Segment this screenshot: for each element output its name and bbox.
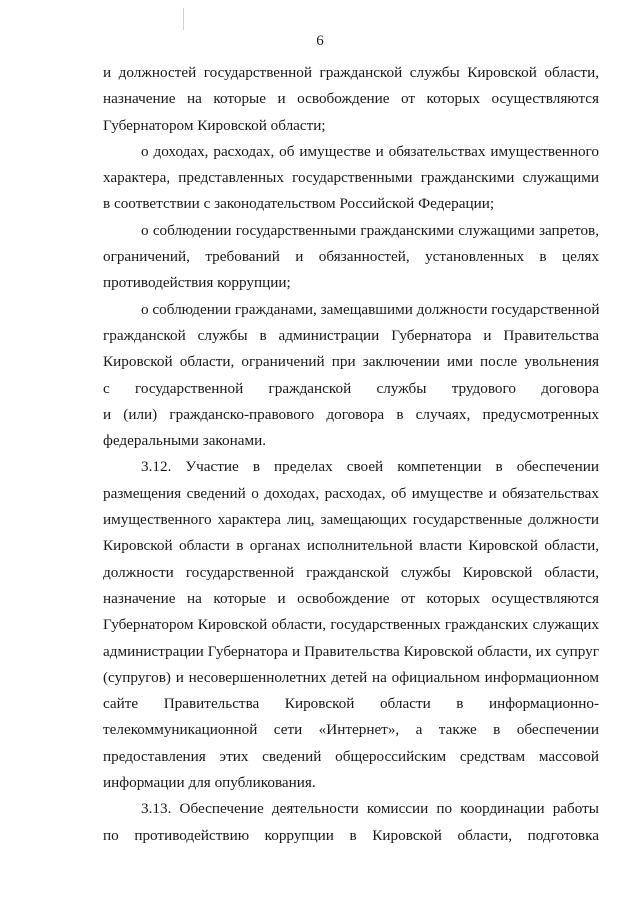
text-line: Кировской области в органах исполнительной власти Кировской области, bbox=[103, 537, 599, 555]
text-line: о доходах, расходах, об имуществе и обязательствах имущественного bbox=[141, 142, 599, 160]
document-body bbox=[103, 60, 599, 849]
text-line: должности государственной гражданской службы Кировской области, bbox=[103, 563, 599, 581]
text-line: Губернатором Кировской области; bbox=[103, 116, 326, 134]
text-line: характера, представленных государственными гражданскими служащими bbox=[103, 169, 599, 187]
text-line: 3.12. Участие в пределах своей компетенции в обеспечении bbox=[141, 458, 599, 476]
text-line: (супругов) и несовершеннолетних детей на официальном информационном bbox=[103, 668, 599, 686]
text-line: о соблюдении государственными гражданскими служащими запретов, bbox=[141, 221, 599, 239]
text-line: по противодействию коррупции в Кировской области, подготовка bbox=[103, 826, 599, 844]
text-line: назначение на которые и освобождение от которых осуществляются bbox=[103, 589, 599, 607]
text-line: с государственной гражданской службы трудового договора bbox=[103, 379, 599, 397]
text-line: федеральными законами. bbox=[103, 432, 267, 450]
text-line: назначение на которые и освобождение от которых осуществляются bbox=[103, 90, 599, 108]
text-line: о соблюдении гражданами, замещавшими должности государственной bbox=[141, 300, 599, 318]
text-line: сайте Правительства Кировской области в информационно- bbox=[103, 695, 599, 713]
text-line: 3.13. Обеспечение деятельности комиссии по координации работы bbox=[141, 800, 599, 818]
text-line: Кировской области, ограничений при заключении ими после увольнения bbox=[103, 353, 599, 371]
text-line: информации для опубликования. bbox=[103, 774, 316, 792]
text-line: противодействия коррупции; bbox=[103, 274, 291, 292]
text-line: администрации Губернатора и Правительства Кировской области, их супруг bbox=[103, 642, 599, 660]
text-line: Губернатором Кировской области, государственных гражданских служащих bbox=[103, 616, 599, 634]
scan-artifact-line bbox=[183, 8, 184, 30]
text-line: и (или) гражданско-правового договора в случаях, предусмотренных bbox=[103, 405, 599, 423]
text-line: предоставления этих сведений общероссийским средствам массовой bbox=[103, 747, 599, 765]
text-line: и должностей государственной гражданской службы Кировской области, bbox=[103, 64, 599, 81]
page-number: 6 bbox=[316, 33, 324, 49]
text-line: в соответствии с законодательством Российской Федерации; bbox=[103, 195, 495, 213]
text-line: имущественного характера лиц, замещающих государственные должности bbox=[103, 511, 599, 529]
text-line: ограничений, требований и обязанностей, установленных в целях bbox=[103, 248, 599, 266]
text-line: гражданской службы в администрации Губернатора и Правительства bbox=[103, 326, 599, 344]
text-line: размещения сведений о доходах, расходах, об имуществе и обязательствах bbox=[103, 484, 599, 502]
text-line: телекоммуникационной сети «Интернет», а также в обеспечении bbox=[103, 721, 599, 739]
